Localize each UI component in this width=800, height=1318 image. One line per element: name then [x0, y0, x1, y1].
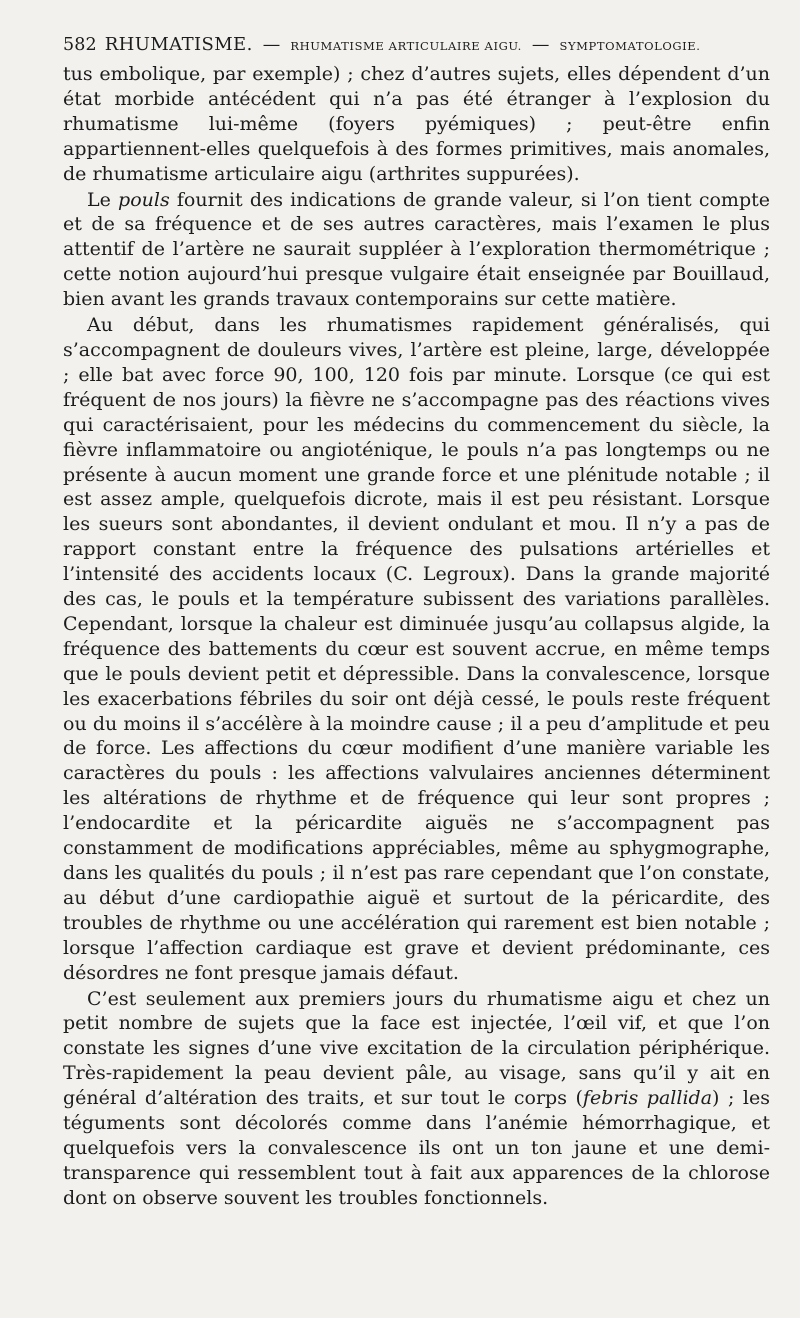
- paragraph: Au début, dans les rhumatismes rapidement généralisés, qui s’accompagnent de douleurs vives, l’artère est pleine, large, développée ; elle bat avec force 90, 100, 120 fois par minute. Lorsque (ce qui est fréquent de nos jours) la fièvre ne s’accompagne pas des réactions vives qui caractérisaient, pour les médecins du commencement du siècle, la fièvre inflammatoire ou angioténique, le pouls n’a pas longtemps ou ne présente à aucun moment une grande force et une plénitude notable ; il est assez ample, quelquefois dicrote, mais il est peu résistant. Lorsque les sueurs sont abondantes, il devient ondulant et mou. Il n’y a pas de rapport constant entre la fréquence des pulsations artérielles et l’intensité des accidents locaux (C. Legroux). Dans la grande majorité des cas, le pouls et la température subissent des variations parallèles. Cependant, lorsque la chaleur est diminuée jusqu’au collapsus algide, la fréquence des battements du cœur est souvent accrue, en même temps que le pouls devient petit et dépressible. Dans la convalescence, lorsque les exacerbations fébriles du soir ont déjà cessé, le pouls reste fréquent ou du moins il s’accélère à la moindre cause ; il a peu d’amplitude et peu de force. Les affections du cœur modifient d’une manière variable les caractères du pouls : les affections valvulaires anciennes déterminent les altérations de rhythme et de fréquence qui leur sont propres ; l’endocardite et la péricardite aiguës ne s’accompagnent pas constamment de modifications appréciables, même au sphygmographe, dans les qualités du pouls ; il n’est pas rare cependant que l’on constate, au début d’une cardiopathie aiguë et surtout de la péricardite, des troubles de rhythme ou une accélération qui rarement est bien notable ; lorsque l’affection cardiaque est grave et devient prédominante, ces désordres ne font presque jamais défaut.: [63, 314, 770, 984]
- italic-term: febris pallida: [582, 1087, 713, 1110]
- italic-term: pouls: [118, 188, 170, 211]
- section-title: RHUMATISME ARTICULAIRE AIGU.: [290, 39, 522, 53]
- paragraph: Le pouls fournit des indications de grande valeur, si l’on tient compte et de sa fréquence et de ses autres caractères, mais l’examen le plus attentif de l’artère ne saurait suppléer à l’exploration thermométrique ; cette notion aujourd’hui presque vulgaire était enseignée par Bouillaud, bien avant les grands travaux contemporains sur cette matière.: [63, 188, 770, 311]
- header-dash: —: [531, 35, 550, 55]
- paragraph: C’est seulement aux premiers jours du rhumatisme aigu et chez un petit nombre de sujets que la face est injectée, l’œil vif, et que l’on constate les signes d’une vive excitation de la circulation périphérique. Très-rapidement la peau devient pâle, au visage, sans qu’il y ait en général d’altération des traits, et sur tout le corps (febris pallida) ; les téguments sont décolorés comme dans l’anémie hémorrhagique, et quelquefois vers la convalescence ils ont un ton jaune et une demi-transparence qui ressemblent tout à fait aux apparences de la chlorose dont on observe souvent les troubles fonctionnels.: [63, 987, 770, 1209]
- page-number: 582: [63, 35, 97, 55]
- body-text: [63, 62, 770, 1211]
- subsection-title: SYMPTOMATOLOGIE.: [559, 39, 701, 53]
- running-title: RHUMATISME.: [104, 34, 253, 55]
- paragraph: tus embolique, par exemple) ; chez d’autres sujets, elles dépendent d’un état morbide antécédent qui n’a pas été étranger à l’explosion du rhumatisme lui-même (foyers pyémiques) ; peut-être enfin appartiennent-elles quelquefois à des formes primitives, mais anomales, de rhumatisme articulaire aigu (arthrites suppurées).: [63, 63, 770, 185]
- header-dash: —: [262, 35, 281, 55]
- running-header: [63, 34, 770, 56]
